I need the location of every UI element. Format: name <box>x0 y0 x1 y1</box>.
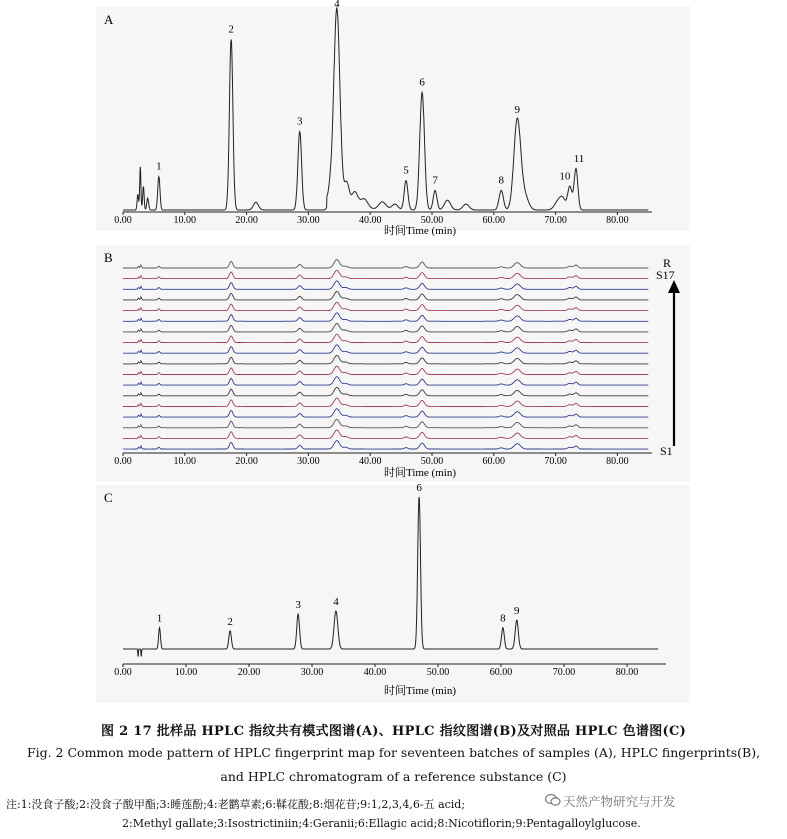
panel-a-tick-label: 30.00 <box>297 215 320 226</box>
panel-c-tick-label: 50.00 <box>426 667 450 678</box>
panel-b-trace-s10 <box>123 345 648 353</box>
panel-c-peak-label: 3 <box>295 599 301 612</box>
panel-c-peak-label: 2 <box>227 615 233 628</box>
panel-b-s17-label: S17 <box>656 268 675 282</box>
panel-b-tick-label: 80.00 <box>606 456 629 467</box>
panel-a-tick-label: 50.00 <box>420 215 444 226</box>
panel-a-peak-label: 10 <box>559 170 571 183</box>
panel-b-trace-s6 <box>123 387 648 395</box>
panel-c-tick-label: 10.00 <box>174 667 198 678</box>
panel-b-fingerprints <box>104 250 680 479</box>
panel-c-peak-label: 9 <box>514 605 520 618</box>
panel-b-trace-s3 <box>123 419 648 428</box>
panel-c-xlabel: 时间Time (min) <box>383 685 457 697</box>
panel-a-peak-label: 4 <box>334 0 340 10</box>
panel-b-traces <box>123 260 648 450</box>
panel-b-trace-s9 <box>123 355 648 364</box>
panel-a-tick-label: 10.00 <box>173 215 197 226</box>
panel-a-tick-label: 60.00 <box>482 215 506 226</box>
panel-b-ticks <box>114 453 628 467</box>
panel-c-peak-labels <box>157 482 520 628</box>
panel-b-xlabel: 时间Time (min) <box>383 467 457 479</box>
panel-a-chromatogram <box>104 0 652 237</box>
panel-b-tick-label: 0.00 <box>114 456 132 467</box>
panel-b-trace-s17 <box>123 270 648 278</box>
panel-c-tick-label: 70.00 <box>552 667 576 678</box>
panel-b-trace-s7 <box>123 377 648 385</box>
panel-a-xlabel: 时间Time (min) <box>383 225 457 237</box>
panel-a-tick-label: 20.00 <box>235 215 258 226</box>
panel-a-peak-label: 1 <box>156 160 162 173</box>
panel-b-trace-s12 <box>123 324 648 332</box>
panel-a-peak-label: 3 <box>296 115 303 128</box>
panel-c-peak-label: 6 <box>416 482 422 494</box>
panel-a-peak-label: 11 <box>573 152 585 165</box>
caption-english-line2: and HPLC chromatogram of a reference substance (C) <box>220 769 567 784</box>
panel-b-top-label: R <box>663 256 672 270</box>
caption-english-line1: Fig. 2 Common mode pattern of HPLC fingerprint map for seventeen batches of samples (A), HPLC fingerprints(B), <box>26 745 761 760</box>
panel-a-label: A <box>104 12 114 27</box>
panel-b-trace-s5 <box>123 398 648 407</box>
panel-c-tick-label: 30.00 <box>300 667 324 678</box>
panel-a-peak-label: 5 <box>403 164 409 177</box>
panel-b-trace-s13 <box>123 313 648 322</box>
panel-b-tick-label: 30.00 <box>297 456 320 467</box>
panel-b-tick-label: 70.00 <box>544 456 567 467</box>
panel-a-tick-label: 40.00 <box>358 215 382 226</box>
panel-a-peak-label: 2 <box>228 23 234 36</box>
panel-b-trace-s8 <box>123 366 648 374</box>
panel-b-tick-label: 10.00 <box>173 456 197 467</box>
panel-b-trace-s15 <box>123 292 648 300</box>
panel-b-trace-s4 <box>123 409 648 417</box>
panel-b-label: B <box>104 250 113 265</box>
wechat-icon <box>545 793 561 807</box>
panel-a-peak-label: 6 <box>419 76 425 89</box>
panel-c-tick-label: 0.00 <box>114 667 132 678</box>
panel-c-trace <box>123 497 658 657</box>
panel-c-peak-label: 1 <box>156 612 163 625</box>
panel-a-tick-label: 80.00 <box>606 215 629 226</box>
panel-a-peak-label: 7 <box>432 174 438 187</box>
panel-c-tick-label: 60.00 <box>489 667 513 678</box>
panel-a-tick-label: 70.00 <box>544 215 567 226</box>
panel-c-tick-label: 20.00 <box>237 667 261 678</box>
panel-b-trace-s1 <box>123 441 648 450</box>
panel-a-peak-label: 9 <box>514 103 521 116</box>
panel-b-trace-s16 <box>123 281 648 289</box>
panel-b-trace-s11 <box>123 334 648 343</box>
panel-a-peak-label: 8 <box>498 174 504 187</box>
panel-c-ticks <box>114 664 638 678</box>
panel-b-trace-r <box>123 260 648 268</box>
panel-c-tick-label: 40.00 <box>363 667 387 678</box>
panel-b-trace-s14 <box>123 302 648 310</box>
caption-chinese: 图 2 17 批样品 HPLC 指纹共有模式图谱(A)、HPLC 指纹图谱(B)及对照品 HPLC 色谱图(C) <box>100 724 687 739</box>
note-line2: 2:Methyl gallate;3:Isostrictiniin;4:Geranii;6:Ellagic acid;8:Nicotiflorin;9:Pentagalloylglucose. <box>122 817 641 830</box>
panel-c-label: C <box>104 490 113 505</box>
panel-a-tick-label: 0.00 <box>114 215 132 226</box>
panel-b-tick-label: 40.00 <box>358 456 382 467</box>
watermark: 天然产物研究与开发 <box>563 794 676 809</box>
panel-c-reference <box>104 482 666 697</box>
panel-c-peak-label: 8 <box>500 612 506 625</box>
note-line1: 注:1:没食子酸;2:没食子酸甲酯;3:睡莲酚;4:老鹳草素;6:鞣花酸;8:烟花苷;9:1,2,3,4,6-五 acid; <box>6 798 466 811</box>
panel-b-tick-label: 60.00 <box>482 456 506 467</box>
panel-b-s1-label: S1 <box>660 444 673 458</box>
panel-b-trace-s2 <box>123 430 648 438</box>
panel-b-tick-label: 20.00 <box>235 456 258 467</box>
panel-b-tick-label: 50.00 <box>420 456 444 467</box>
panel-a-peak-labels <box>156 0 584 186</box>
panel-c-tick-label: 80.00 <box>615 667 639 678</box>
panel-c-peak-label: 4 <box>333 596 339 608</box>
panel-a-ticks <box>114 212 628 226</box>
